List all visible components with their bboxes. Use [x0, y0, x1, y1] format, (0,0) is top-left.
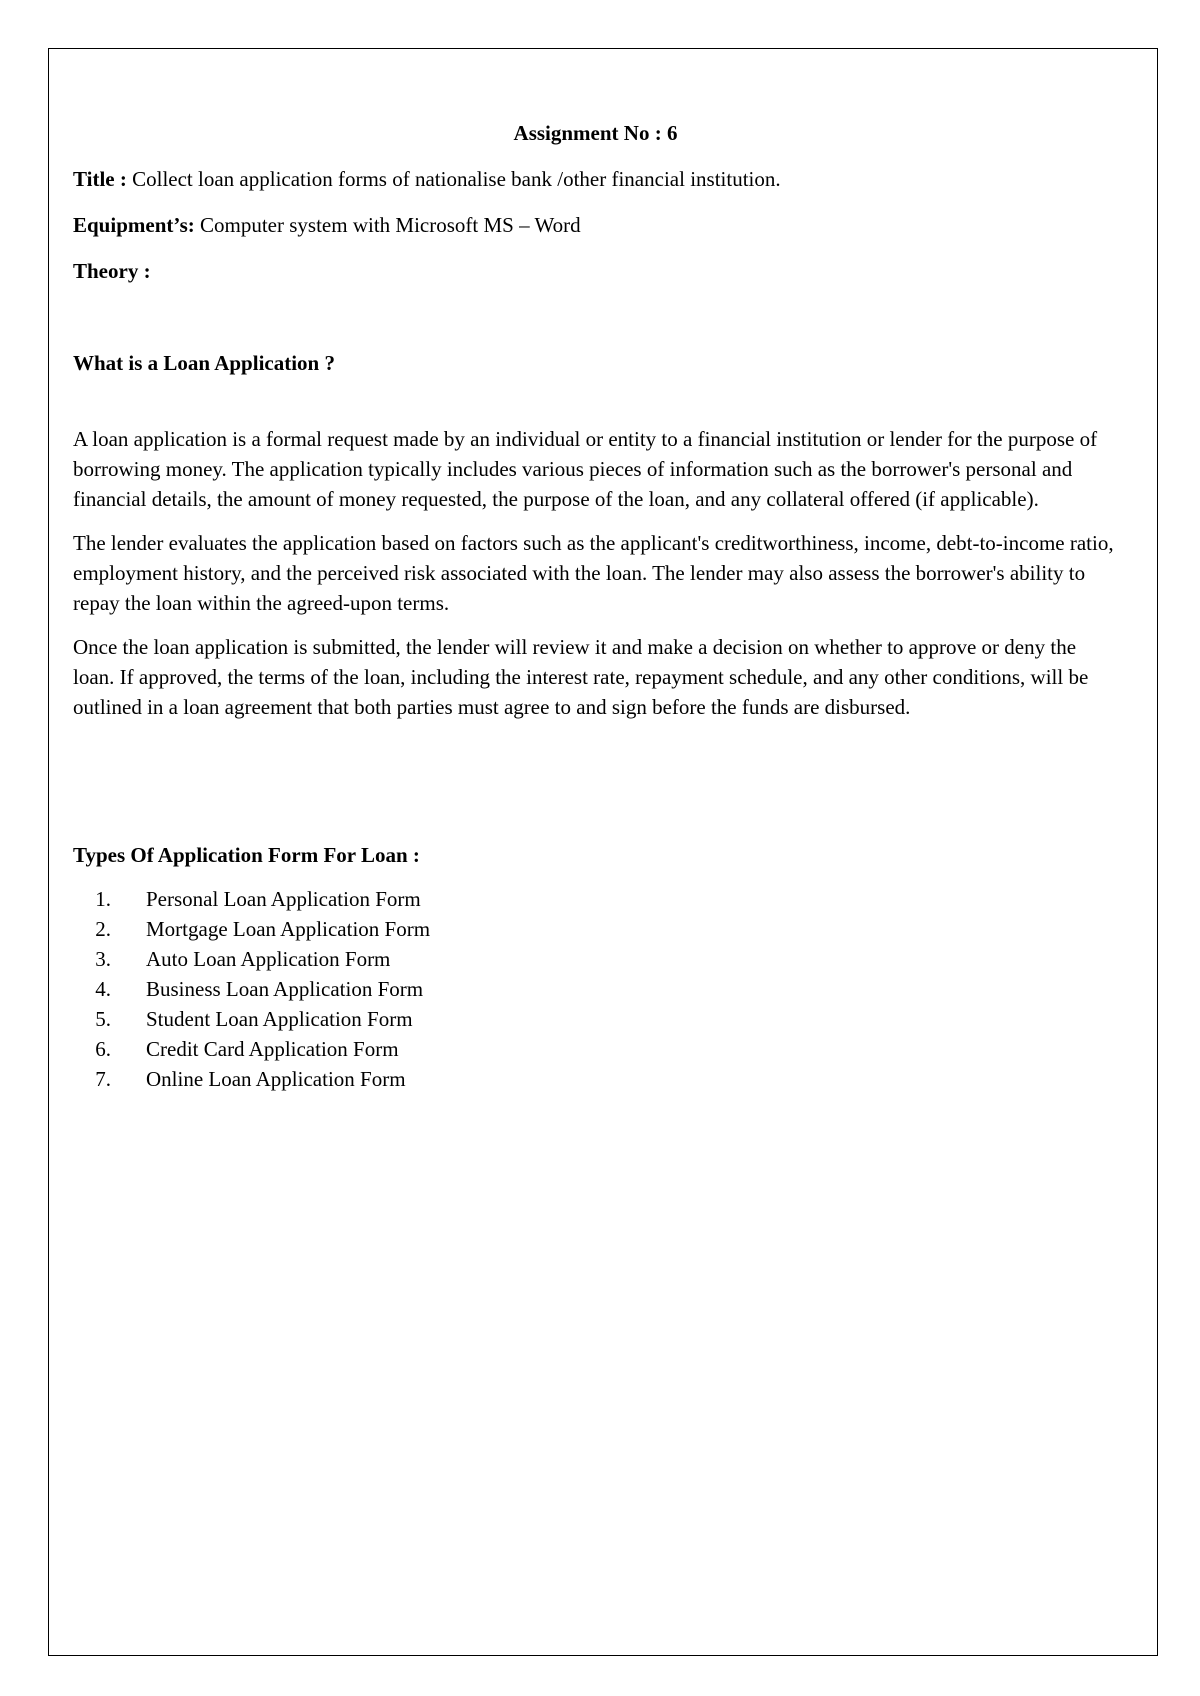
list-item-label: Online Loan Application Form — [146, 1067, 406, 1091]
list-item — [73, 1064, 1118, 1094]
paragraph-evaluation: The lender evaluates the application based on factors such as the applicant's creditworthiness, income, debt-to-income ratio, employment history, and the perceived risk associated with the loan. The lender may also assess the borrower's ability to repay the loan within the agreed-upon terms. — [73, 531, 1114, 615]
list-item — [73, 1034, 1118, 1064]
list-item — [73, 944, 1118, 974]
list-item-number: 7. — [95, 1067, 111, 1091]
title-line — [73, 164, 1118, 194]
paragraph-decision: Once the loan application is submitted, the lender will review it and make a decision on whether to approve or deny the loan. If approved, the terms of the loan, including the interest rate, repayment schedule, and any other conditions, will be outlined in a loan agreement that both parties must agree to and sign before the funds are disbursed. — [73, 635, 1089, 719]
list-item-label: Auto Loan Application Form — [146, 947, 391, 971]
document-body — [73, 118, 1118, 1094]
equipment-label: Equipment’s: — [73, 213, 195, 237]
list-item — [73, 1004, 1118, 1034]
list-item-number: 4. — [95, 977, 111, 1001]
list-item-label: Credit Card Application Form — [146, 1037, 399, 1061]
equipment-value: Computer system with Microsoft MS – Word — [200, 213, 581, 237]
list-item — [73, 884, 1118, 914]
list-item-number: 6. — [95, 1037, 111, 1061]
assignment-heading: Assignment No : 6 — [513, 121, 678, 145]
title-value: Collect loan application forms of nationalise bank /other financial institution. — [132, 167, 781, 191]
theory-line — [73, 256, 1118, 286]
list-item-label: Business Loan Application Form — [146, 977, 424, 1001]
list-item-number: 3. — [95, 947, 111, 971]
list-item-number: 5. — [95, 1007, 111, 1031]
theory-label: Theory : — [73, 259, 151, 283]
what-heading: What is a Loan Application ? — [73, 351, 335, 375]
list-item — [73, 974, 1118, 1004]
list-item-label: Student Loan Application Form — [146, 1007, 413, 1031]
list-item-number: 1. — [95, 887, 111, 911]
list-item-label: Mortgage Loan Application Form — [146, 917, 431, 941]
types-heading: Types Of Application Form For Loan : — [73, 843, 420, 867]
equipment-line — [73, 210, 1118, 240]
paragraph-definition: A loan application is a formal request made by an individual or entity to a financial institution or lender for the purpose of borrowing money. The application typically includes various pieces of information such as the borrower's personal and financial details, the amount of money requested, the purpose of the loan, and any collateral offered (if applicable). — [73, 427, 1098, 511]
list-item — [73, 914, 1118, 944]
list-item-number: 2. — [95, 917, 111, 941]
title-label: Title : — [73, 167, 127, 191]
list-item-label: Personal Loan Application Form — [146, 887, 421, 911]
types-list — [73, 884, 1118, 1094]
